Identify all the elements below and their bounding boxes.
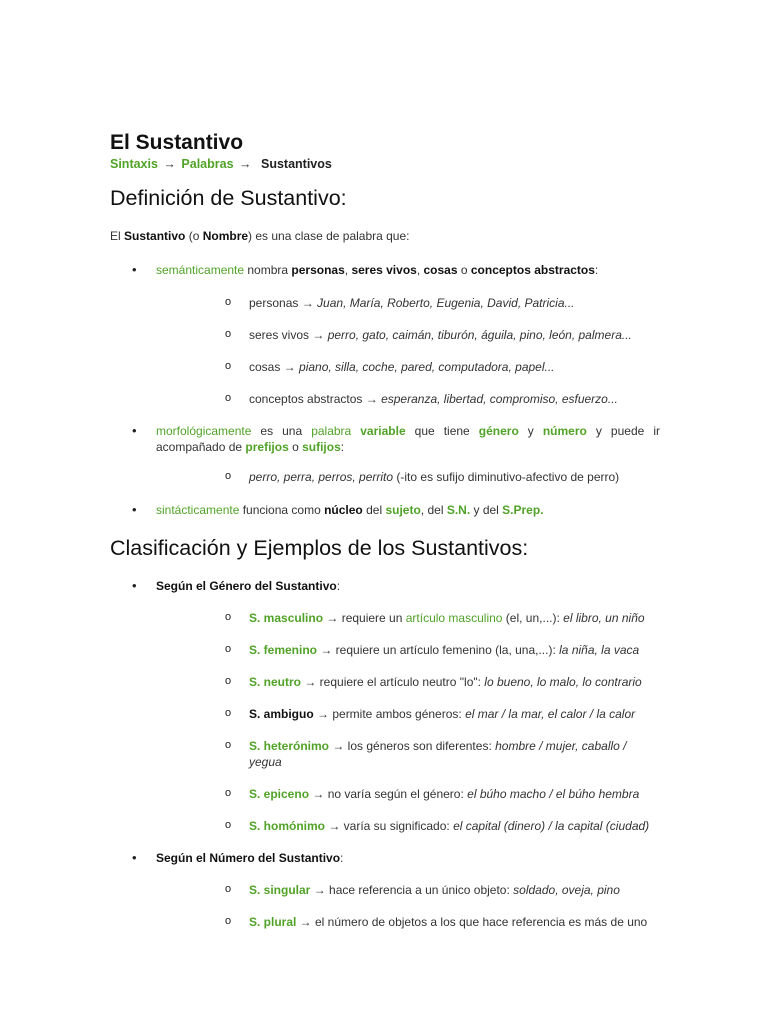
example: perro, gato, caimán, tiburón, águila, pino, león, palmera... [327,328,632,342]
page-title: El Sustantivo [110,131,244,154]
term: conceptos abstractos [470,263,595,277]
text: conceptos abstractos → [249,392,382,406]
breadcrumb-current: Sustantivos [261,157,332,171]
example: piano, silla, coche, pared, computadora, papel... [299,360,555,374]
text: es una [251,424,312,438]
text: y del [470,503,503,517]
sub-item-homonimo [156,818,660,834]
link-morfologicamente[interactable]: morfológicamente [156,424,252,438]
text: → requiere el artículo neutro "lo": [301,675,485,689]
link-palabra[interactable]: palabra [311,424,352,438]
sub-item-ambiguo [156,706,660,722]
link-variable[interactable]: variable [360,424,406,438]
text: y [518,424,543,438]
sub-item-perro [156,469,660,485]
definition-list [110,262,660,518]
text: → hace referencia a un único objeto: [310,883,514,897]
section-heading-clasificacion: Clasificación y Ejemplos de los Sustantivos: [110,536,529,560]
sub-list-numero [156,882,660,930]
text: o [457,263,471,277]
intro-paragraph [110,228,660,244]
link-articulo-masculino[interactable]: artículo masculino [405,611,503,625]
text: , [416,263,424,277]
text: seres vivos → [249,328,328,342]
list-item-morfologicamente [110,423,660,485]
link-semanticamente[interactable]: semánticamente [156,263,245,277]
example: esperanza, libertad, compromiso, esfuerzo... [381,392,618,406]
text: → permite ambos géneros: [313,707,466,721]
text: cosas → [249,360,300,374]
text: funciona como [239,503,325,517]
list-item-genero [110,578,660,834]
text: que tiene [405,424,479,438]
sub-item-epiceno [156,786,660,802]
link-s-epiceno[interactable]: S. epiceno [249,787,310,801]
example: Juan, María, Roberto, Eugenia, David, Patricia... [317,296,575,310]
sub-item-singular [156,882,660,898]
text: : [336,579,341,593]
term-nucleo: núcleo [324,503,363,517]
text: : [340,851,344,865]
section-heading-definicion: Definición de Sustantivo: [110,186,347,210]
term: personas [291,263,345,277]
breadcrumb [110,156,660,172]
text: (o [185,229,203,243]
list-item-numero [110,850,660,930]
link-s-homonimo[interactable]: S. homónimo [249,819,325,833]
text: → el número de objetos a los que hace referencia es más de uno [296,915,648,929]
breadcrumb-link-sintaxis[interactable]: Sintaxis [110,157,158,171]
sub-item-seres-vivos [156,327,660,343]
label: Según el Número del Sustantivo [156,851,341,865]
text: → requiere un [323,611,406,625]
sub-item-neutro [156,674,660,690]
example: lo bueno, lo malo, lo contrario [484,675,642,689]
link-numero[interactable]: número [542,424,587,438]
sub-item-cosas [156,359,660,375]
text: personas → [249,296,318,310]
text: : [340,440,345,454]
text: , [344,263,352,277]
text: , del [420,503,447,517]
link-sintacticamente[interactable]: sintácticamente [156,503,240,517]
text: del [362,503,386,517]
term-nombre: Nombre [202,229,249,243]
example: el mar / la mar, el calor / la calor [465,707,636,721]
list-item-sintacticamente [110,502,660,518]
link-s-neutro[interactable]: S. neutro [249,675,302,689]
sub-item-heteronimo [156,738,660,770]
sub-list-semantica [156,295,660,407]
example: perro, perra, perros, perrito [249,470,394,484]
term: cosas [423,263,458,277]
classification-list [110,578,660,930]
sub-item-personas [156,295,660,311]
example: hombre / mujer, caballo / yegua [249,739,627,769]
example: la niña, la vaca [559,643,640,657]
link-s-masculino[interactable]: S. masculino [249,611,324,625]
sub-item-femenino [156,642,660,658]
text: El [110,229,125,243]
link-sujeto[interactable]: sujeto [385,503,421,517]
example: el capital (dinero) / la capital (ciudad) [453,819,650,833]
term-s-ambiguo: S. ambiguo [249,707,314,721]
link-s-heteronimo[interactable]: S. heterónimo [249,739,330,753]
link-sn[interactable]: S.N. [446,503,471,517]
example: soldado, oveja, pino [513,883,620,897]
link-s-singular[interactable]: S. singular [249,883,311,897]
text: → varía su significado: [325,819,454,833]
breadcrumb-arrow: → [163,157,176,171]
text: nombra [244,263,292,277]
example: el búho macho / el búho hembra [467,787,640,801]
document-page [110,131,660,930]
text: ) es una clase de palabra que: [248,229,410,243]
text: y puede ir acompañado de [156,424,660,454]
text: (-ito es sufijo diminutivo-afectivo de perro) [393,470,620,484]
link-genero[interactable]: género [478,424,519,438]
sub-list-genero [156,610,660,834]
sub-item-masculino [156,610,660,626]
link-s-femenino[interactable]: S. femenino [249,643,318,657]
term: seres vivos [351,263,417,277]
sub-item-conceptos [156,391,660,407]
list-item-semanticamente [110,262,660,407]
text: → requiere un artículo femenino (la, una,...): [317,643,560,657]
text: (el, un,...): [502,611,564,625]
breadcrumb-arrow: → [239,157,252,171]
text: o [288,440,303,454]
label: Según el Género del Sustantivo [156,579,337,593]
text: → no varía según el género: [309,787,468,801]
text: → los géneros son diferentes: [329,739,496,753]
link-sufijos[interactable]: sufijos [302,440,341,454]
sub-list-morfologia [156,469,660,485]
example: el libro, un niño [563,611,645,625]
link-sprep[interactable]: S.Prep. [502,503,544,517]
text: : [594,263,599,277]
link-prefijos[interactable]: prefijos [245,440,289,454]
text [351,424,360,438]
breadcrumb-link-palabras[interactable]: Palabras [181,157,234,171]
link-s-plural[interactable]: S. plural [249,915,297,929]
term-sustantivo: Sustantivo [124,229,186,243]
sub-item-plural [156,914,660,930]
